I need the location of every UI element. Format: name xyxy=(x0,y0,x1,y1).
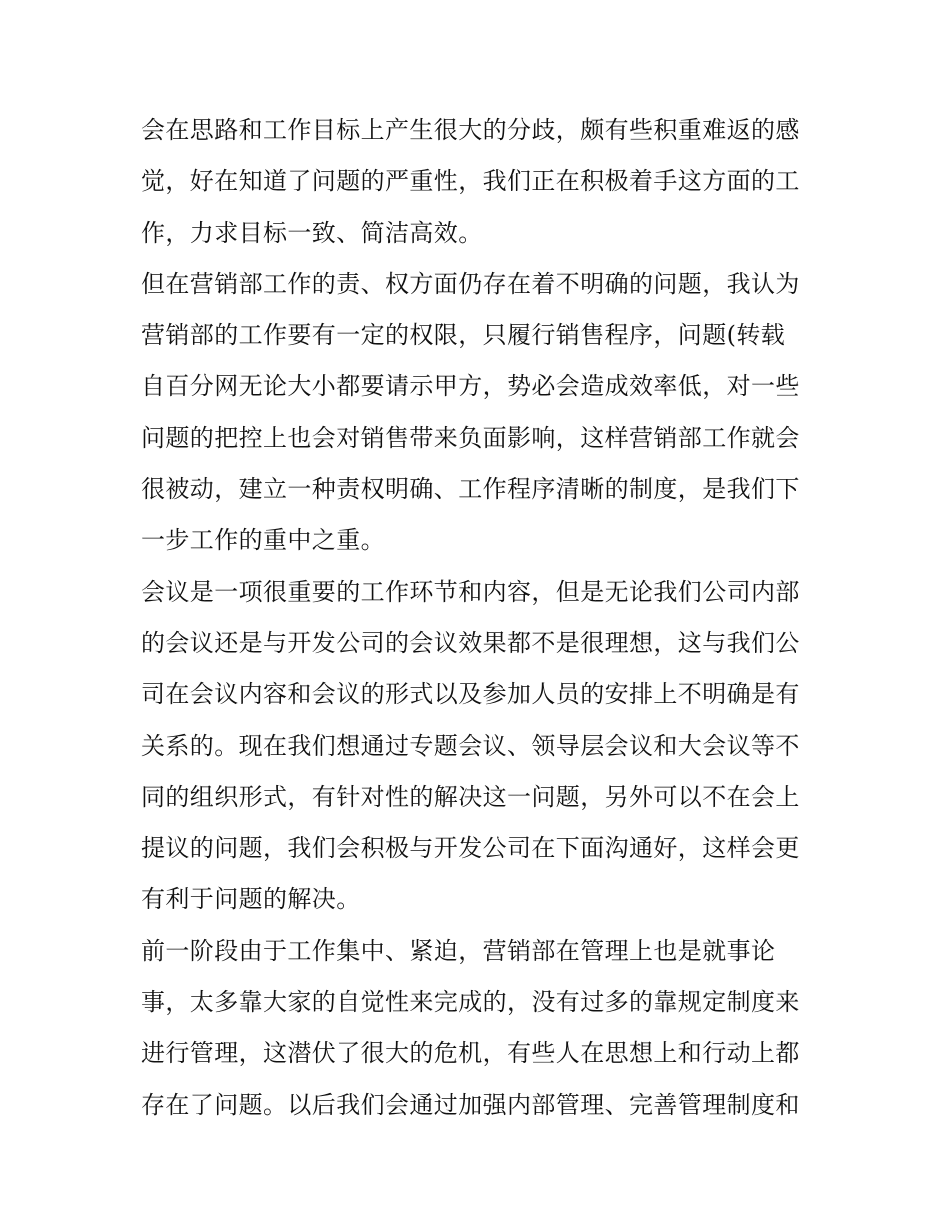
text-line: 前一阶段由于工作集中、紧迫，营销部在管理上也是就事论 xyxy=(141,936,776,965)
body-text xyxy=(141,105,821,1131)
text-line: 会议是一项很重要的工作环节和内容，但是无论我们公司内部 xyxy=(141,577,800,606)
text-line: 同的组织形式，有针对性的解决这一问题，另外可以不在会上 xyxy=(141,782,800,811)
text-line: 很被动，建立一种责权明确、工作程序清晰的制度，是我们下 xyxy=(141,475,800,504)
text-line: 司在会议内容和会议的形式以及参加人员的安排上不明确是有 xyxy=(141,680,800,709)
text-line: 事，太多靠大家的自觉性来完成的，没有过多的靠规定制度来 xyxy=(141,988,800,1017)
text-line: 有利于问题的解决。 xyxy=(141,885,361,914)
text-line: 的会议还是与开发公司的会议效果都不是很理想，这与我们公 xyxy=(141,628,800,657)
text-line: 营销部的工作要有一定的权限，只履行销售程序，问题(转载 xyxy=(141,321,786,350)
text-line: 提议的问题，我们会积极与开发公司在下面沟通好，这样会更 xyxy=(141,834,800,863)
text-line: 但在营销部工作的责、权方面仍存在着不明确的问题，我认为 xyxy=(141,269,800,298)
text-line: 觉，好在知道了问题的严重性，我们正在积极着手这方面的工 xyxy=(141,167,800,196)
text-line: 问题的把控上也会对销售带来负面影响，这样营销部工作就会 xyxy=(141,423,800,452)
text-line: 自百分网无论大小都要请示甲方，势必会造成效率低，对一些 xyxy=(141,372,800,401)
text-line: 作，力求目标一致、简洁高效。 xyxy=(141,218,483,247)
text-line: 会在思路和工作目标上产生很大的分歧，颇有些积重难返的感 xyxy=(141,116,800,144)
text-line: 存在了问题。以后我们会通过加强内部管理、完善管理制度和 xyxy=(141,1090,800,1119)
text-line: 进行管理，这潜伏了很大的危机，有些人在思想上和行动上都 xyxy=(141,1039,800,1068)
text-line: 一步工作的重中之重。 xyxy=(141,526,385,555)
text-line: 关系的。现在我们想通过专题会议、领导层会议和大会议等不 xyxy=(141,731,800,760)
